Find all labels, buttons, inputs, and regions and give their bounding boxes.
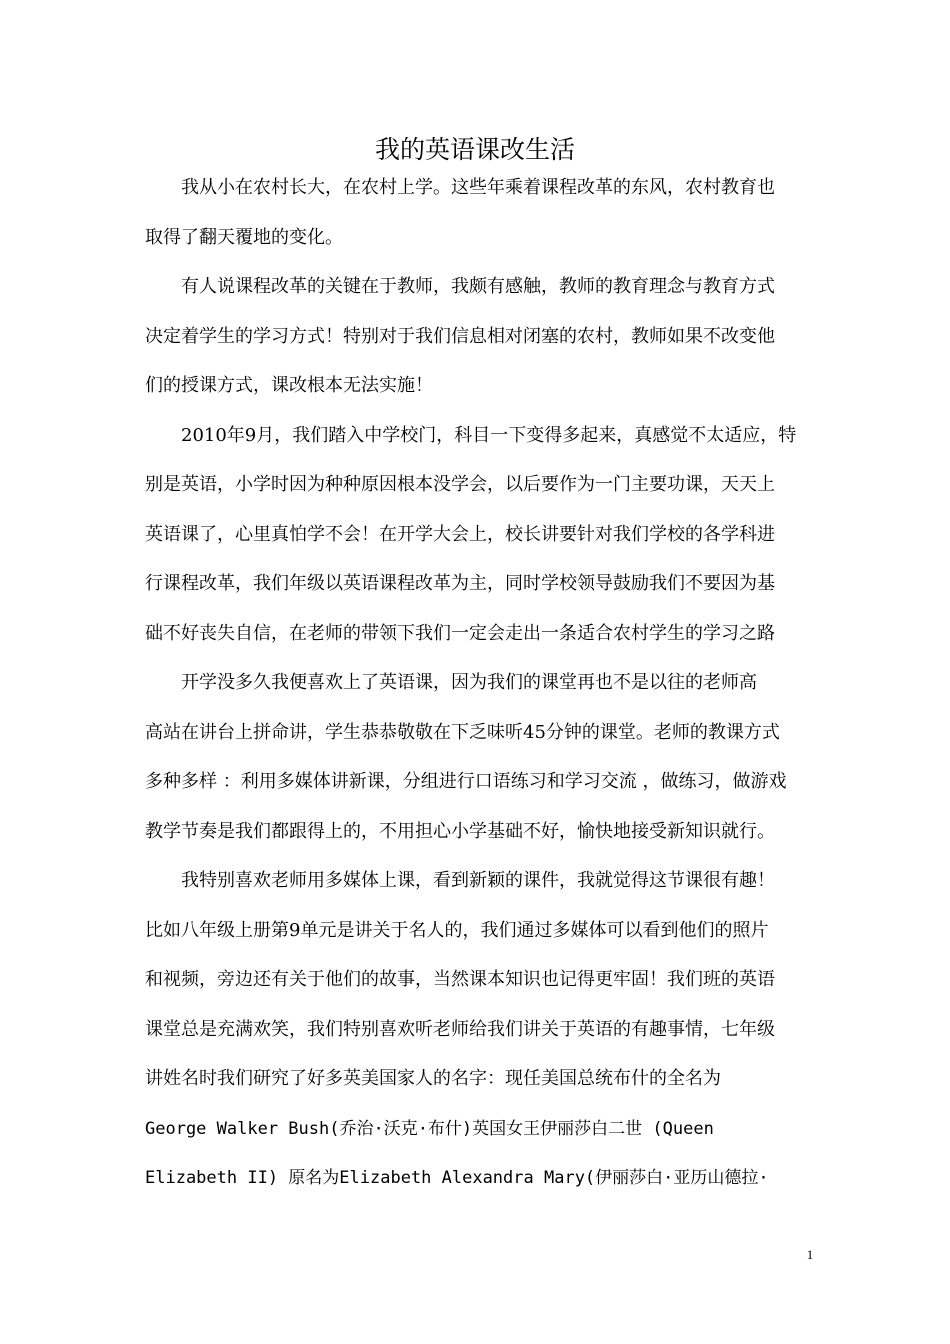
paragraph-line: 我从小在农村长大，在农村上学。这些年乘着课程改革的东风，农村教育也 — [181, 177, 775, 198]
paragraph-line: 高站在讲台上拼命讲，学生恭恭敬敬在下乏味听45分钟的课堂。老师的教课方式 — [145, 721, 780, 743]
paragraph-line: 讲姓名时我们研究了好多英美国家人的名字：现任美国总统布什的全名为 — [145, 1068, 721, 1089]
paragraph-line: 础不好丧失自信，在老师的带领下我们一定会走出一条适合农村学生的学习之路 — [145, 622, 775, 644]
paragraph-line: 取得了翻天覆地的变化。 — [145, 226, 343, 248]
paragraph-line: 教学节奏是我们都跟得上的，不用担心小学基础不好，愉快地接受新知识就行。 — [145, 820, 775, 842]
paragraph-line: 和视频，旁边还有关于他们的故事，当然课本知识也记得更牢固！我们班的英语 — [145, 969, 775, 990]
paragraph-line: 多种多样 ：利用多媒体讲新课，分组进行口语练习和学习交流 ，做练习，做游戏 — [145, 771, 787, 792]
paragraph-line: 2010年9月，我们踏入中学校门，科目一下变得多起来，真感觉不太适应，特 — [181, 424, 797, 446]
paragraph-line: George Walker Bush(乔治·沃克·布什)英国女王伊丽莎白二世 (Queen — [145, 1118, 714, 1139]
paragraph-line: 课堂总是充满欢笑，我们特别喜欢听老师给我们讲关于英语的有趣事情，七年级 — [145, 1018, 775, 1040]
document-body — [145, 172, 813, 1212]
paragraph-line: Elizabeth II) 原名为Elizabeth Alexandra Mary(伊丽莎白·亚历山德拉· — [145, 1168, 769, 1188]
paragraph-line: 我特别喜欢老师用多媒体上课，看到新颖的课件，我就觉得这节课很有趣！ — [181, 870, 775, 891]
paragraph-line: 别是英语，小学时因为种种原因根本没学会，以后要作为一门主要功课，天天上 — [145, 474, 775, 495]
page-number: 1 — [806, 1247, 814, 1262]
paragraph-line: 英语课了，心里真怕学不会！在开学大会上，校长讲要针对我们学校的各学科进 — [145, 523, 775, 545]
document-title: 我的英语课改生活 — [374, 135, 575, 164]
paragraph-line: 比如八年级上册第9单元是讲关于名人的，我们通过多媒体可以看到他们的照片 — [145, 919, 769, 941]
paragraph-line: 决定着学生的学习方式！特别对于我们信息相对闭塞的农村，教师如果不改变他 — [145, 325, 775, 347]
paragraph-line: 行课程改革，我们年级以英语课程改革为主，同时学校领导鼓励我们不要因为基 — [145, 573, 775, 594]
paragraph-line: 开学没多久我便喜欢上了英语课，因为我们的课堂再也不是以往的老师高 — [181, 672, 757, 693]
paragraph-line: 有人说课程改革的关键在于教师，我颇有感触，教师的教育理念与教育方式 — [181, 276, 775, 297]
paragraph-line: 们的授课方式，课改根本无法实施！ — [145, 375, 433, 396]
